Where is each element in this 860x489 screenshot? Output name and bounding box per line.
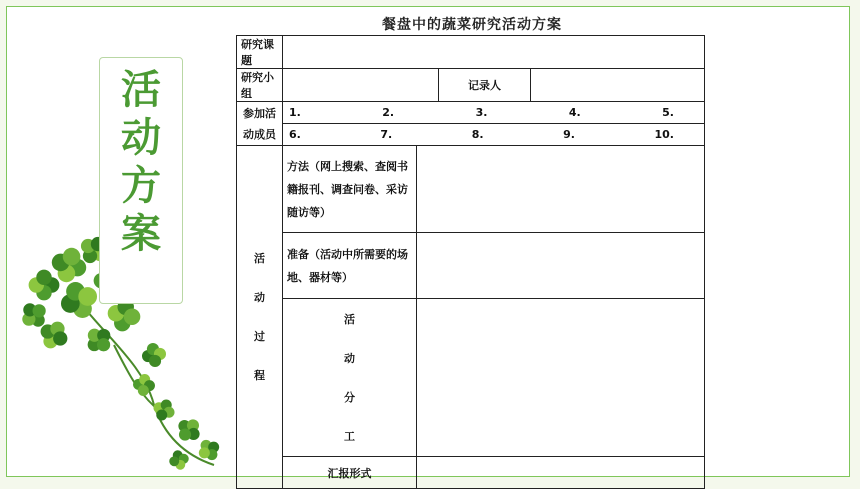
clover-leaf-icon [153, 399, 174, 420]
side-title-char: 案 [121, 210, 161, 257]
table-row [237, 102, 705, 124]
clover-leaf-icon [41, 322, 68, 349]
process-label-char: 活 [254, 252, 265, 265]
member-number: 4. [568, 106, 581, 119]
member-number: 9. [563, 128, 575, 141]
clover-leaf-icon [52, 248, 86, 282]
clover-leaf-icon [199, 440, 219, 460]
table-row [237, 146, 705, 233]
member-number: 2. [382, 106, 395, 119]
clover-leaf-icon [61, 282, 97, 318]
table-row [237, 36, 705, 69]
clover-leaf-icon [29, 270, 60, 301]
document-title: 餐盘中的蔬菜研究活动方案 [382, 17, 562, 33]
preparation-cell: 准备（活动中所需要的场地、器材等） [283, 233, 417, 299]
members-row1 [283, 102, 705, 124]
process-label [237, 146, 283, 489]
clover-leaf-icon [169, 450, 188, 469]
member-number: 7. [380, 128, 393, 141]
group-cell [283, 69, 439, 102]
clover-leaf-icon [22, 303, 45, 326]
division-label [283, 299, 417, 457]
clover-leaf-icon [142, 343, 166, 367]
table-row [237, 299, 705, 457]
table-row [237, 124, 705, 146]
member-number: 5. [662, 106, 674, 119]
activity-plan-document [236, 10, 708, 480]
table-row [237, 69, 705, 102]
method-answer-cell [417, 146, 705, 233]
side-title-char: 方 [121, 162, 161, 209]
member-number: 3. [475, 106, 488, 119]
table-row [237, 233, 705, 299]
member-number: 1. [289, 106, 301, 119]
process-label-char: 程 [254, 369, 265, 382]
side-title-box [99, 57, 183, 304]
division-label-char: 分 [344, 390, 355, 404]
clover-leaf-icon [133, 374, 155, 396]
member-number: 10. [654, 128, 674, 141]
report-label: 汇报形式 [283, 457, 417, 489]
member-number: 8. [471, 128, 484, 141]
topic-cell [283, 36, 705, 69]
group-label: 研究小组 [237, 69, 283, 102]
preparation-answer-cell [417, 233, 705, 299]
member-number: 6. [289, 128, 301, 141]
side-title-char: 动 [121, 114, 161, 161]
side-title-char: 活 [121, 66, 161, 113]
recorder-label: 记录人 [439, 69, 531, 102]
topic-label: 研究课题 [237, 36, 283, 69]
method-cell: 方法（网上搜索、查阅书籍报刊、调查问卷、采访随访等） [283, 146, 417, 233]
members-label-line2: 动成员 [237, 124, 283, 146]
process-label-char: 过 [254, 330, 265, 343]
members-label-line1: 参加活 [237, 102, 283, 124]
division-label-char: 工 [344, 429, 355, 443]
recorder-cell [531, 69, 705, 102]
activity-plan-table [236, 35, 705, 489]
process-label-char: 动 [254, 291, 265, 304]
division-answer-cell [417, 299, 705, 457]
division-label-char: 动 [344, 351, 355, 365]
members-row2 [283, 124, 705, 146]
clover-leaf-icon [178, 419, 199, 440]
clover-leaf-icon [88, 329, 111, 352]
division-label-char: 活 [344, 312, 355, 326]
